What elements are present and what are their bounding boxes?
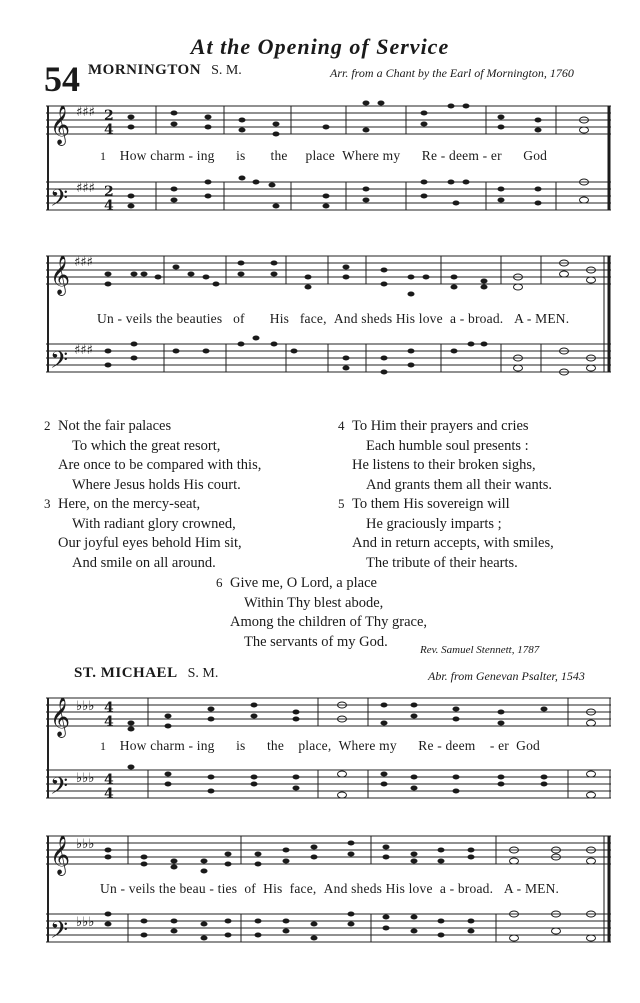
svg-text:4: 4 xyxy=(104,772,114,788)
svg-text:4: 4 xyxy=(104,122,114,138)
lyrics-line-2: Un - veils the beauties of His face, And sheds His love a - broad. A - MEN. xyxy=(97,311,570,326)
svg-text:♭♭♭: ♭♭♭ xyxy=(76,699,95,714)
author-credit: Rev. Samuel Stennett, 1787 xyxy=(420,644,540,656)
arranger-credit: Arr. from a Chant by the Earl of Mornington, 1760 xyxy=(330,66,574,80)
lyrics-line-1: 1 How charm - ing is the place Where my Re - deem - er God xyxy=(100,148,548,163)
svg-text:4: 4 xyxy=(104,198,114,214)
svg-text:𝄢: 𝄢 xyxy=(50,184,69,217)
svg-text:♯♯♯: ♯♯♯ xyxy=(76,105,95,120)
svg-text:♭♭♭: ♭♭♭ xyxy=(76,837,95,852)
lyrics-line-3: 1 How charm - ing is the place, Where my Re - deem - er God xyxy=(100,738,541,753)
verse-4: 4 To Him their prayers and cries Each humble soul presents : He listens to their broken sighs, And grants them all their wants. xyxy=(338,418,553,493)
svg-text:2: 2 xyxy=(104,184,114,200)
svg-text:𝄢: 𝄢 xyxy=(50,772,69,805)
hymn-number: 54 xyxy=(44,59,80,99)
svg-text:♯♯♯: ♯♯♯ xyxy=(76,181,95,196)
verse-2: 2 Not the fair palaces To which the great resort, Are once to be compared with this, Where Jesus holds His court. xyxy=(44,418,262,493)
verse-6: 6 Give me, O Lord, a place Within Thy blest abode, Among the children of Thy grace, The servants of my God. xyxy=(216,575,428,650)
svg-text:4: 4 xyxy=(104,786,114,802)
svg-text:4: 4 xyxy=(104,700,114,716)
meter-2: S. M. xyxy=(187,666,219,681)
svg-text:𝄢: 𝄢 xyxy=(50,346,69,379)
tune-name: MORNINGTON S. M. xyxy=(88,62,242,78)
svg-text:♯♯♯: ♯♯♯ xyxy=(74,343,93,358)
svg-text:𝄞: 𝄞 xyxy=(50,255,71,295)
svg-text:𝄞: 𝄞 xyxy=(50,697,71,737)
section-heading: At the Opening of Service xyxy=(190,34,450,59)
verse-5: 5 To them His sovereign will He graciously imparts ; And in return accepts, with smiles, The tribute of their hearts. xyxy=(338,496,554,571)
arranger-credit-2: Abr. from Genevan Psalter, 1543 xyxy=(428,669,585,683)
verse-3: 3 Here, on the mercy-seat, With radiant glory crowned, Our joyful eyes behold Him sit, And smile on all around. xyxy=(44,496,242,571)
svg-text:2: 2 xyxy=(104,108,114,124)
music-system-3 xyxy=(46,688,611,823)
svg-text:𝄞: 𝄞 xyxy=(50,835,71,875)
meter: S. M. xyxy=(211,63,242,78)
tune-name-2: ST. MICHAEL S. M. xyxy=(74,665,219,681)
verse-number: 1 xyxy=(100,149,107,163)
svg-text:4: 4 xyxy=(104,714,114,730)
svg-text:♭♭♭: ♭♭♭ xyxy=(76,915,95,930)
svg-text:𝄞: 𝄞 xyxy=(50,105,71,145)
svg-text:♭♭♭: ♭♭♭ xyxy=(76,771,95,786)
verse-number-2: 1 xyxy=(100,739,107,753)
music-system-1 xyxy=(46,96,611,236)
svg-text:♯♯♯: ♯♯♯ xyxy=(74,255,93,270)
lyrics-line-4: Un - veils the beau - ties of His face, And sheds His love a - broad. A - MEN. xyxy=(100,881,560,896)
svg-text:𝄢: 𝄢 xyxy=(50,916,69,949)
